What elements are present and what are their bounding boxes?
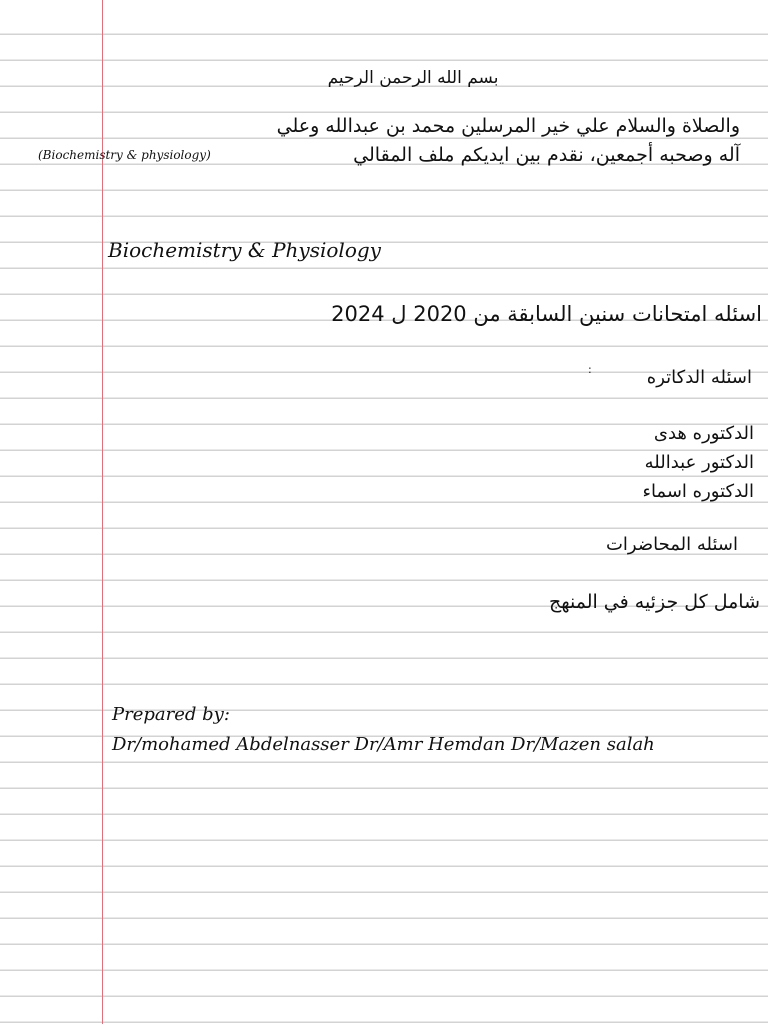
- salutation-line-2: آله وصحبه أجمعين، نقدم بين ايديكم ملف المقالي: [353, 144, 740, 166]
- coverage-note: شامل كل جزئيه في المنهج: [548, 591, 760, 613]
- subject-side-note: (Biochemistry & physiology): [38, 148, 211, 162]
- doctor-item: الدكتوره اسماء: [642, 481, 754, 502]
- prepared-by-label: Prepared by:: [112, 704, 230, 725]
- doctors-heading-mark: :: [588, 363, 592, 376]
- subject-title: Biochemistry & Physiology: [108, 238, 381, 262]
- lectures-heading: اسئله المحاضرات: [605, 534, 738, 555]
- doctor-item: الدكتور عبدالله: [644, 452, 754, 473]
- doctors-heading: اسئله الدكاتره: [646, 367, 752, 388]
- exams-years-line: اسئله امتحانات سنين السابقة من 2020 ل 2024: [331, 302, 762, 326]
- prepared-by-names: Dr/mohamed Abdelnasser Dr/Amr Hemdan Dr/Mazen salah: [112, 734, 655, 755]
- doctor-item: الدكتوره هدى: [653, 423, 754, 444]
- basmala: بسم الله الرحمن الرحيم: [327, 68, 499, 88]
- salutation-line-1: والصلاة والسلام علي خير المرسلين محمد بن عبدالله وعلي: [276, 115, 740, 137]
